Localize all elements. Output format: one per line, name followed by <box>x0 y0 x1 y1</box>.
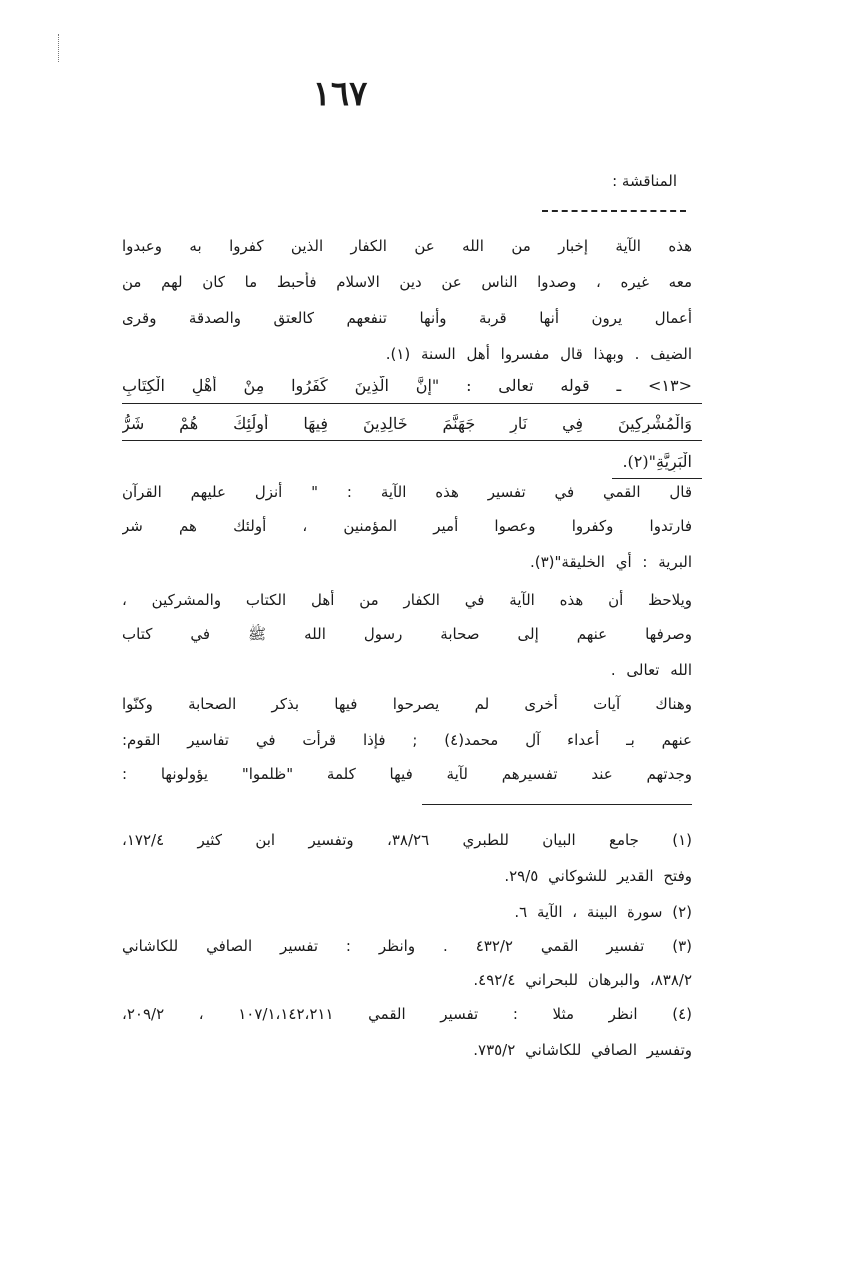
body-line: الضيف . وبهذا قال مفسروا أهل السنة (١). <box>385 345 692 363</box>
verse-underline <box>122 440 702 441</box>
footnote-line: (٢) سورة البينة ، الآية ٦. <box>514 903 692 921</box>
body-line: وهناك آيات أخرى لم يصرحوا فيها بذكر الصحابة وكنّوا <box>122 695 692 713</box>
footnote-line: وفتح القدير للشوكاني ٢٩/٥. <box>504 867 692 885</box>
footnote-line: (٤) انظر مثلا : تفسير القمي ١٠٧/١،١٤٢،٢١١ ، ٢٠٩/٢، <box>122 1005 692 1023</box>
body-line: معه غيره ، وصدوا الناس عن دين الاسلام فأحبط ما كان لهم من <box>122 273 692 291</box>
body-line: وجدتهم عند تفسيرهم لآية فيها كلمة "ظلموا" يؤولونها : <box>122 765 692 783</box>
footnote-line: وتفسير الصافي للكاشاني ٧٣٥/٢. <box>473 1041 692 1059</box>
body-line: عنهم بـ أعداء آل محمد(٤) ; فإذا قرأت في تفاسير القوم: <box>122 731 692 749</box>
quran-verse-line: <١٣> ـ قوله تعالى : "إِنَّ الَّذِينَ كَفَرُوا مِنْ أَهْلِ الْكِتَابِ <box>122 376 692 395</box>
body-line: ويلاحظ أن هذه الآية في الكفار من أهل الكتاب والمشركين ، <box>122 591 692 609</box>
quran-verse-line: وَالْمُشْرِكِينَ فِي نَارِ جَهَنَّمَ خَالِدِينَ فِيهَا أُولَٰئِكَ هُمْ شَرُّ <box>122 414 692 433</box>
body-line: وصرفها عنهم إلى صحابة رسول الله ﷺ في كتاب <box>122 625 692 643</box>
quran-verse-line: الْبَرِيَّةِ"(٢). <box>622 452 692 471</box>
body-line: فارتدوا وكفروا وعصوا أمير المؤمنين ، أولئك هم شر <box>122 517 692 535</box>
margin-mark <box>58 34 61 62</box>
body-line: البرية : أي الخليقة"(٣). <box>529 553 692 571</box>
body-line: هذه الآية إخبار من الله عن الكفار الذين كفروا به وعبدوا <box>122 237 692 255</box>
body-line: قال القمي في تفسير هذه الآية : " أنزل عليهم القرآن <box>122 483 692 501</box>
footnote-line: ٨٣٨/٢، والبرهان للبحراني ٤٩٢/٤. <box>473 971 692 989</box>
footnote-line: (١) جامع البيان للطبري ٣٨/٢٦، وتفسير ابن كثير ١٧٢/٤، <box>122 831 692 849</box>
footnote-separator <box>422 804 692 805</box>
body-line: الله تعالى . <box>610 661 692 679</box>
verse-underline <box>122 403 702 404</box>
verse-underline <box>612 478 702 479</box>
footnote-line: (٣) تفسير القمي ٤٣٢/٢ . وانظر : تفسير الصافي للكاشاني <box>122 937 692 955</box>
heading-dashed-rule <box>542 210 686 212</box>
section-heading: المناقشة : <box>612 172 677 190</box>
page-number: ١٦٧ <box>312 74 368 114</box>
body-line: أعمال يرون أنها قربة وأنها تنفعهم كالعتق والصدقة وقرى <box>122 309 692 327</box>
